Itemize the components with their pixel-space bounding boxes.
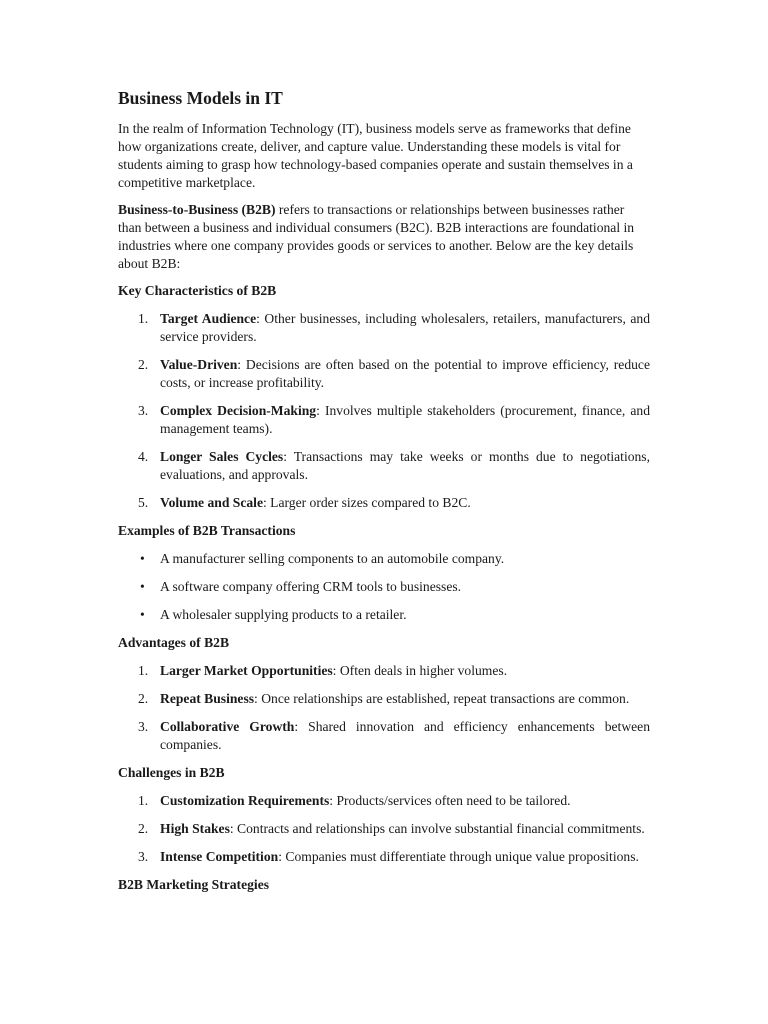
challenges-list bbox=[118, 792, 650, 866]
bullet-icon: • bbox=[140, 551, 145, 566]
advantages-heading: Advantages of B2B bbox=[118, 635, 230, 650]
b2b-definition-paragraph bbox=[118, 201, 650, 273]
item-term: Collaborative Growth bbox=[160, 719, 295, 734]
item-text: : Companies must differentiate through unique value propositions. bbox=[278, 849, 639, 864]
list-number: 2. bbox=[138, 357, 149, 372]
item-text: : Larger order sizes compared to B2C. bbox=[262, 495, 471, 510]
intro-paragraph: In the realm of Information Technology (IT), business models serve as frameworks that define how organizations create, deliver, and capture value. Understanding these models is vital for students aiming to grasp how technology-based companies operate and sustain themselves in a competitive marketplace. bbox=[118, 121, 633, 190]
item-text: A software company offering CRM tools to businesses. bbox=[160, 579, 462, 594]
item-term: Intense Competition bbox=[160, 849, 279, 864]
item-text: : Decisions are often based on the potential to improve efficiency, reduce costs, or increase profitability. bbox=[160, 357, 650, 390]
list-item bbox=[118, 820, 650, 838]
list-number: 3. bbox=[138, 403, 149, 418]
list-number: 3. bbox=[138, 849, 149, 864]
list-item bbox=[118, 848, 650, 866]
list-number: 1. bbox=[138, 793, 149, 808]
item-term: High Stakes bbox=[160, 821, 230, 836]
list-item bbox=[118, 310, 650, 346]
document-page bbox=[118, 86, 650, 904]
list-item bbox=[118, 792, 650, 810]
list-item bbox=[118, 356, 650, 392]
b2b-definition-text: refers to transactions or relationships between businesses rather than between a business and individual consumers (B2C). B2B interactions are foundational in industries where one company provides goods or services to another. Below are the key details about B2B: bbox=[118, 202, 635, 271]
examples-heading: Examples of B2B Transactions bbox=[118, 523, 296, 538]
list-item bbox=[118, 578, 650, 596]
list-number: 1. bbox=[138, 311, 149, 326]
page-title: Business Models in IT bbox=[118, 88, 283, 108]
list-item bbox=[118, 606, 650, 624]
item-text: : Other businesses, including wholesalers, retailers, manufacturers, and service providers. bbox=[160, 311, 650, 344]
item-text: : Once relationships are established, repeat transactions are common. bbox=[254, 691, 630, 706]
item-term: Complex Decision-Making bbox=[160, 403, 317, 418]
item-text: A wholesaler supplying products to a retailer. bbox=[160, 607, 407, 622]
list-number: 2. bbox=[138, 821, 149, 836]
list-number: 3. bbox=[138, 719, 149, 734]
list-number: 5. bbox=[138, 495, 149, 510]
examples-list bbox=[118, 550, 650, 624]
list-number: 1. bbox=[138, 663, 149, 678]
item-term: Value-Driven bbox=[160, 357, 238, 372]
list-number: 2. bbox=[138, 691, 149, 706]
item-term: Longer Sales Cycles bbox=[160, 449, 284, 464]
item-text: : Often deals in higher volumes. bbox=[332, 663, 508, 678]
bullet-icon: • bbox=[140, 607, 145, 622]
key-characteristics-heading: Key Characteristics of B2B bbox=[118, 283, 277, 298]
item-text: : Products/services often need to be tailored. bbox=[329, 793, 571, 808]
list-item bbox=[118, 550, 650, 568]
key-characteristics-list bbox=[118, 310, 650, 512]
item-text: : Transactions may take weeks or months due to negotiations, evaluations, and approvals. bbox=[160, 449, 650, 482]
marketing-heading: B2B Marketing Strategies bbox=[118, 877, 270, 892]
list-number: 4. bbox=[138, 449, 149, 464]
list-item bbox=[118, 662, 650, 680]
item-term: Volume and Scale bbox=[160, 495, 263, 510]
item-term: Larger Market Opportunities bbox=[160, 663, 333, 678]
challenges-heading: Challenges in B2B bbox=[118, 765, 225, 780]
item-term: Target Audience bbox=[160, 311, 257, 326]
item-text: : Contracts and relationships can involve substantial financial commitments. bbox=[229, 821, 645, 836]
item-term: Customization Requirements bbox=[160, 793, 330, 808]
list-item bbox=[118, 494, 650, 512]
advantages-list bbox=[118, 662, 650, 754]
list-item bbox=[118, 690, 650, 708]
item-text: : Involves multiple stakeholders (procurement, finance, and management teams). bbox=[160, 403, 650, 436]
item-term: Repeat Business bbox=[160, 691, 255, 706]
list-item bbox=[118, 402, 650, 438]
list-item bbox=[118, 448, 650, 484]
bullet-icon: • bbox=[140, 579, 145, 594]
item-text: A manufacturer selling components to an automobile company. bbox=[160, 551, 505, 566]
b2b-term: Business-to-Business (B2B) bbox=[118, 202, 276, 217]
item-text: : Shared innovation and efficiency enhancements between companies. bbox=[160, 719, 651, 752]
list-item bbox=[118, 718, 650, 754]
